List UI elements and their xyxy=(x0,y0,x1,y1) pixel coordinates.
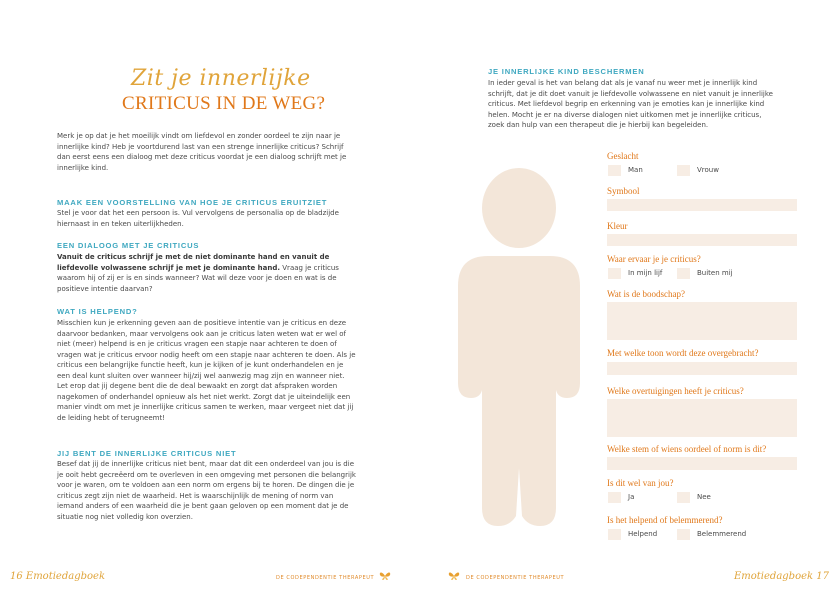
person-silhouette-icon xyxy=(458,168,580,528)
tone-label: Met welke toon wordt deze overgebracht? xyxy=(607,348,759,358)
voice-field[interactable] xyxy=(607,457,797,470)
butterfly-icon xyxy=(379,571,391,581)
message-field[interactable] xyxy=(607,302,797,340)
footer-brand-left: DE CODEPENDENTIE THERAPEUT xyxy=(276,575,375,581)
left-page xyxy=(0,0,419,595)
symbol-field[interactable] xyxy=(607,199,797,211)
section-heading-3: WAT IS HELPEND? xyxy=(57,307,138,316)
section-text-4: Besef dat jij de innerlijke criticus niet bent, maar dat dit een onderdeel van jou is die je ooit hebt gecreëerd om te overleven in een omgeving met personen die belangrijk voor je waren, om te voldoen aan een norm om ergens bij te horen. De dingen die je criticus zegt zijn niet de waarheid. Het is waarschijnlijk de mening of norm van iemand anders of een waarheid die je bent gaan geloven op een moment dat je de situatie nog niet volledig kon overzien. xyxy=(57,460,356,521)
title-caps: CRITICUS IN DE WEG? xyxy=(122,93,326,114)
color-field[interactable] xyxy=(607,234,797,246)
helpful-label: Is het helpend of belemmerend? xyxy=(607,515,723,525)
checkbox-man[interactable] xyxy=(608,165,621,176)
color-label: Kleur xyxy=(607,221,628,231)
checkbox-vrouw-label: Vrouw xyxy=(697,166,719,174)
right-text: In ieder geval is het van belang dat als je vanaf nu weer met je innerlijk kind schrijft, dat je dit doet vanuit je liefdevolle volwassene en niet vanuit je innerlijke criticus. Met liefdevol begrip en erkenning van je emoties kan je innerlijke kind helen. Mocht je er na diverse dialogen niet uitkomen met je innerlijke criticus, zoek dan hulp van een therapeut die je hierbij kan begeleiden. xyxy=(488,79,773,129)
checkbox-ja-label: Ja xyxy=(628,493,635,501)
butterfly-icon xyxy=(448,571,460,581)
footer-book-right: Emotiedagboek 17 xyxy=(733,571,829,582)
symbol-label: Symbool xyxy=(607,186,640,196)
checkbox-buiten-mij[interactable] xyxy=(677,268,690,279)
checkbox-belemmerend-label: Belemmerend xyxy=(697,530,747,538)
footer-book-left: 16 Emotiedagboek xyxy=(10,571,106,582)
message-label: Wat is de boodschap? xyxy=(607,289,686,299)
where-label: Waar ervaar je je criticus? xyxy=(607,254,701,264)
section-heading-4: JIJ BENT DE INNERLIJKE CRITICUS NIET xyxy=(57,449,237,458)
beliefs-field[interactable] xyxy=(607,399,797,437)
tone-field[interactable] xyxy=(607,362,797,375)
checkbox-belemmerend[interactable] xyxy=(677,529,690,540)
section-heading-2: EEN DIALOOG MET JE CRITICUS xyxy=(57,241,200,250)
checkbox-nee-label: Nee xyxy=(697,493,711,501)
gender-label: Geslacht xyxy=(607,151,639,161)
footer-brand-right: DE CODEPENDENTIE THERAPEUT xyxy=(466,575,565,581)
section-text-1: Stel je voor dat het een persoon is. Vul vervolgens de personalia op de bladzijde hiernaast in en teken uiterlijkheden. xyxy=(57,209,339,228)
section-bold-2: Vanuit de criticus schrijf je met de niet dominante hand en vanuit de liefdevolle volwassene schrijf je met je dominante hand. xyxy=(57,253,330,272)
section-text-3: Misschien kun je erkenning geven aan de positieve intentie van je criticus en deze daarvoor bedanken, maar vervolgens ook aan je criticus laten weten wat er wel of niet (meer) helpend is en je criticus vragen een stapje naar achteren te doen of vragen wat je criticus ervoor nodig heeft om een stapje naar achteren te doen. Als je criticus een belangrijke functie heeft, kun je kijken of je kunt onderhandelen en je een deal kunt sluiten over wanneer hij/zij wel aanwezig mag zijn en wanneer niet. Let erop dat jij degene bent die de deal bewaakt en zorgt dat afspraken worden nagekomen of onderhandel opnieuw als het niet werkt. Zorgt dat je uiteindelijk een manier vindt om met je innerlijke criticus samen te werken, maar vergeet niet dat jij de leiding hebt of terugneemt! xyxy=(57,319,356,422)
right-page xyxy=(420,0,839,595)
voice-label: Welke stem of wiens oordeel of norm is dit? xyxy=(607,444,767,454)
right-heading: JE INNERLIJKE KIND BESCHERMEN xyxy=(488,67,645,76)
checkbox-helpend[interactable] xyxy=(608,529,621,540)
beliefs-label: Welke overtuigingen heeft je criticus? xyxy=(607,386,744,396)
checkbox-in-mijn-lijf[interactable] xyxy=(608,268,621,279)
checkbox-nee[interactable] xyxy=(677,492,690,503)
section-body-2 xyxy=(57,252,357,294)
section-text-2: Vraag je criticus waarom hij of zij er is en sinds wanneer? Wat wil deze voor je doen en wat is de positieve intentie daarvan? xyxy=(57,263,339,293)
checkbox-ja[interactable] xyxy=(608,492,621,503)
intro-text: Merk je op dat je het moeilijk vindt om liefdevol en zonder oordeel te zijn naar je innerlijke kind? Heb je voortdurend last van een strenge innerlijke criticus? Schrijf dan eerst eens een dialoog met deze criticus voordat je een dialoog schrijft met je innerlijke kind. xyxy=(57,132,347,172)
checkbox-buiten-mij-label: Buiten mij xyxy=(697,269,733,277)
checkbox-helpend-label: Helpend xyxy=(628,530,658,538)
checkbox-man-label: Man xyxy=(628,166,643,174)
section-heading-1: MAAK EEN VOORSTELLING VAN HOE JE CRITICUS ERUITZIET xyxy=(57,198,328,207)
checkbox-in-mijn-lijf-label: In mijn lijf xyxy=(628,269,663,277)
yours-label: Is dit wel van jou? xyxy=(607,478,674,488)
title-script: Zit je innerlijke xyxy=(131,66,311,91)
checkbox-vrouw[interactable] xyxy=(677,165,690,176)
